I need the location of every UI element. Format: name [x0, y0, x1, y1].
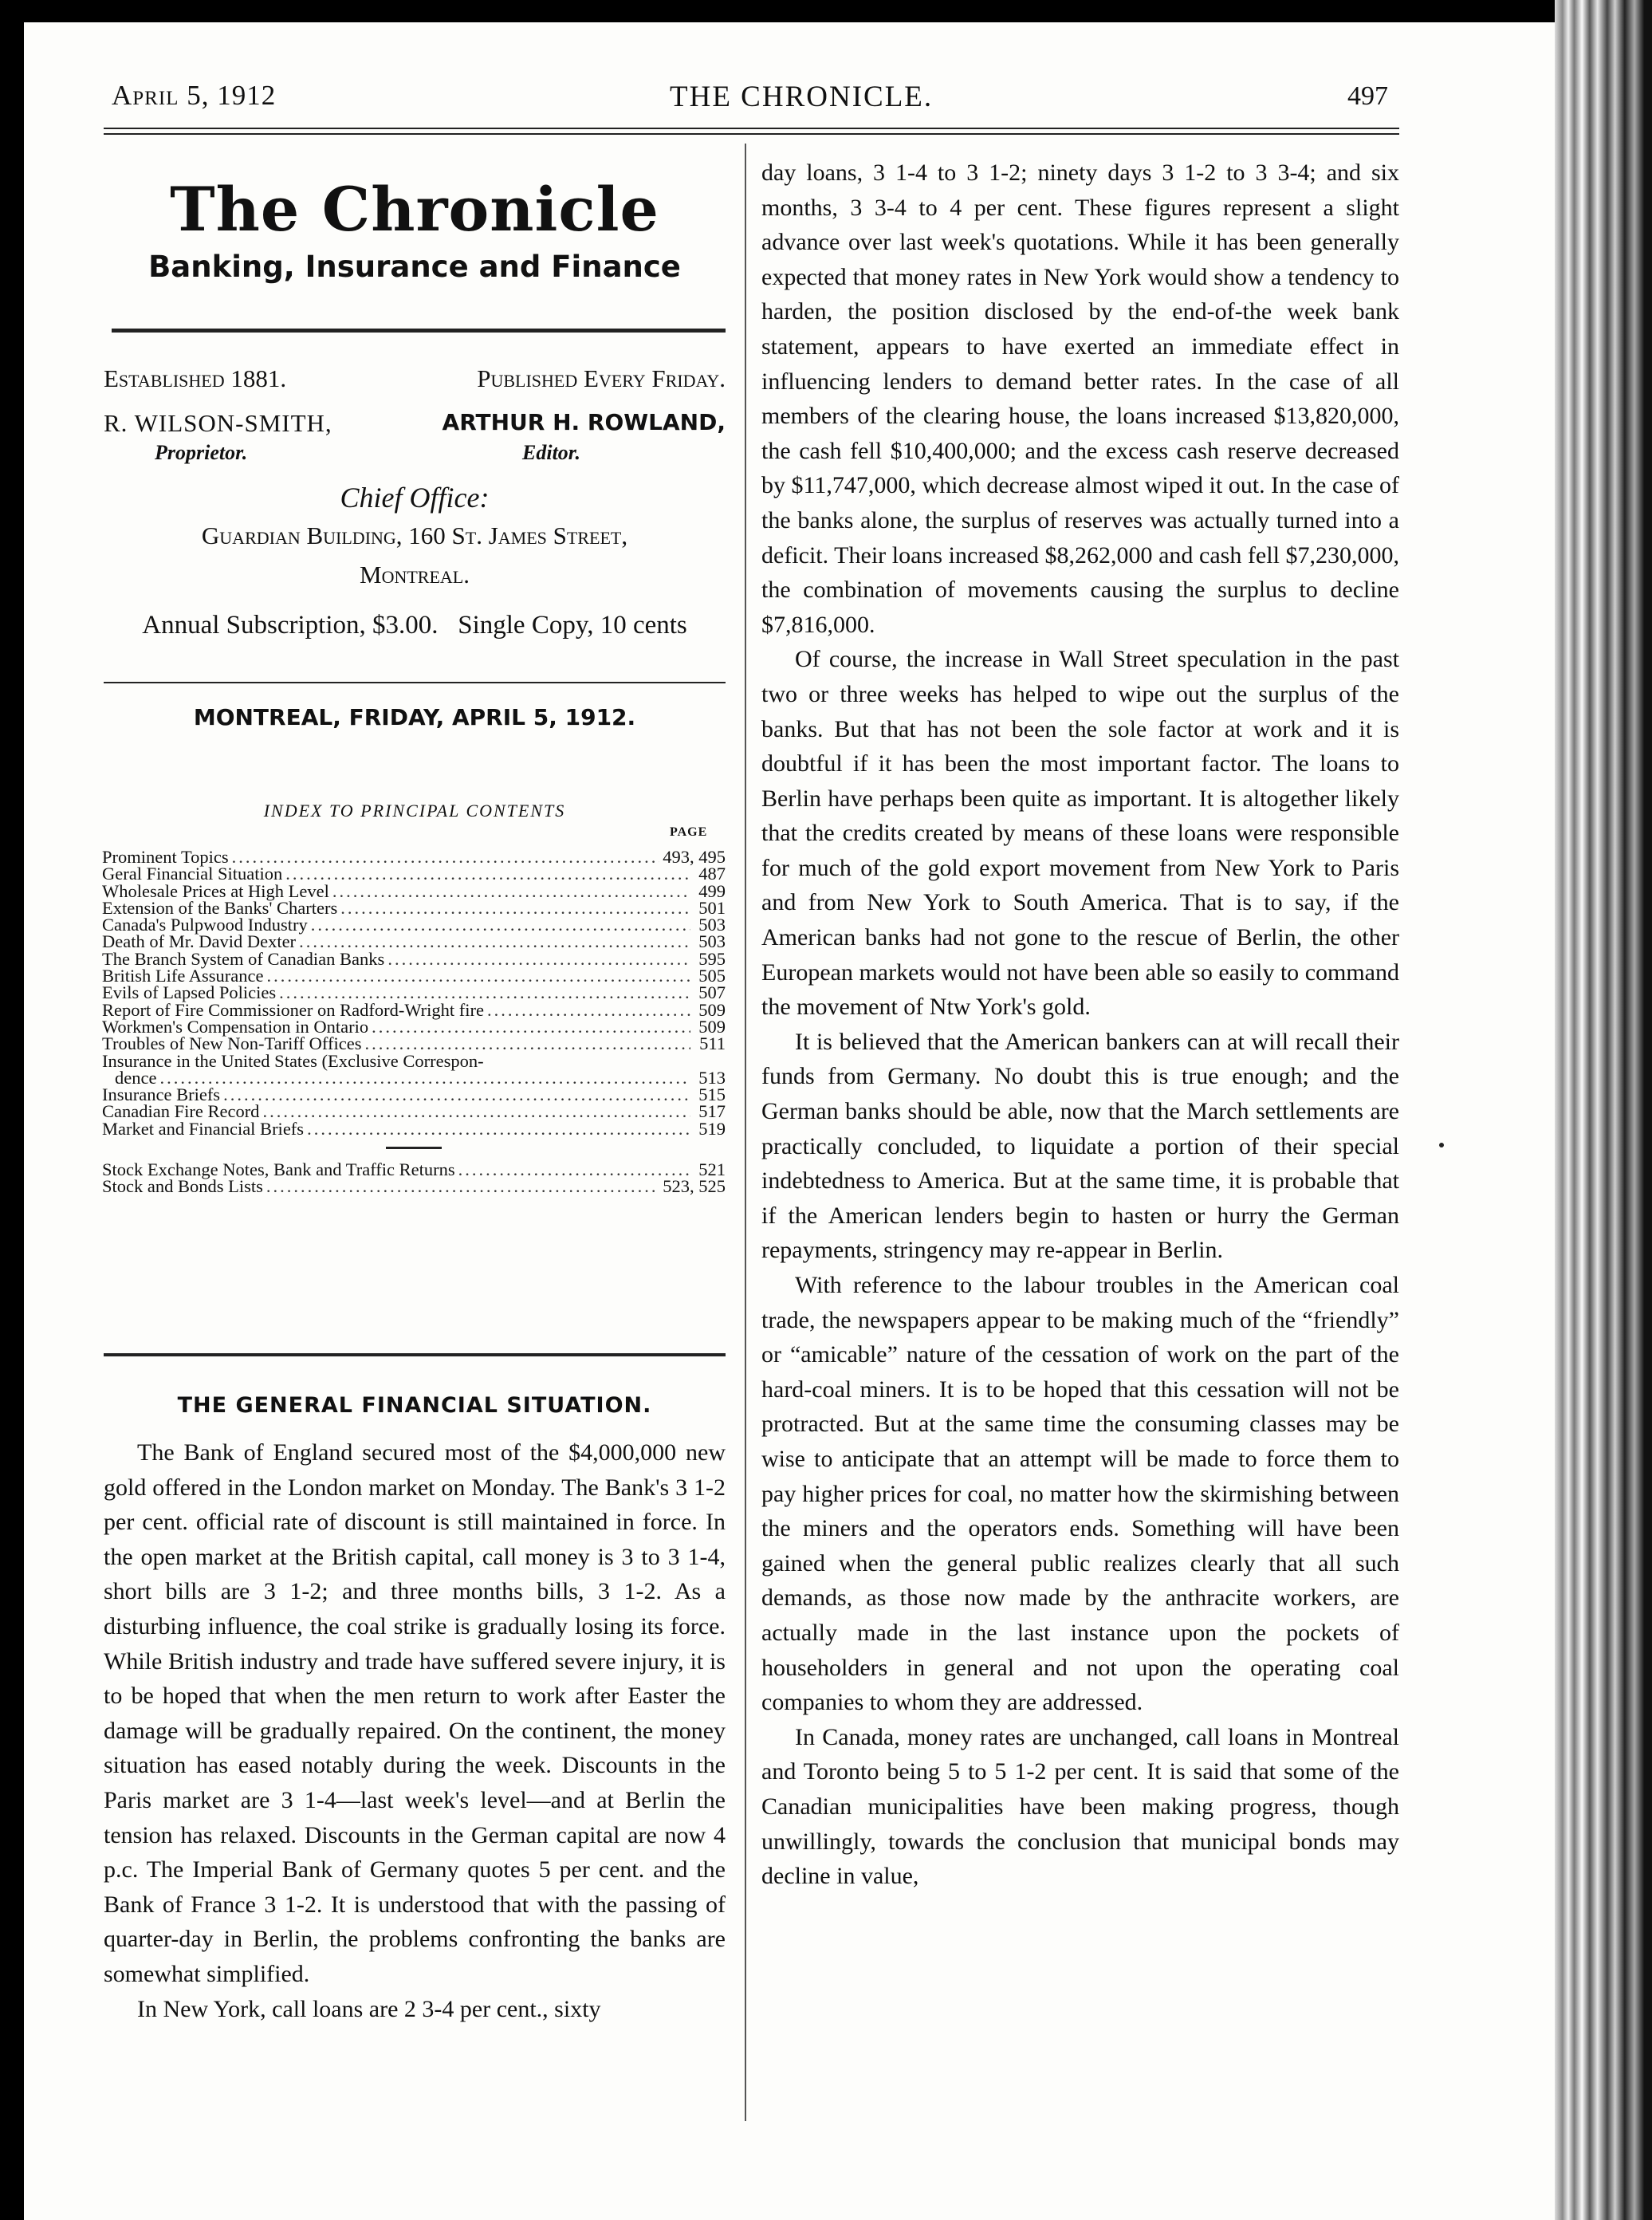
- index-entry-title: Insurance in the United States (Exclusive Correspon-: [102, 1050, 484, 1071]
- index-entry-page: 487: [698, 864, 726, 884]
- article-right-column: [761, 155, 1399, 1894]
- index-entry-title: Workmen's Compensation in Ontario: [102, 1016, 369, 1037]
- index-entry: [102, 1176, 726, 1197]
- print-speck: [1439, 1143, 1444, 1147]
- index-entry-title: Report of Fire Commissioner on Radford-Wright fire: [102, 999, 485, 1020]
- article-paragraph: It is believed that the American bankers can at will recall their funds from Germany. No doubt this is true enough; and the German banks should be able, now that the March settlements are practically concluded, to liquidate a portion of their special indebtedness to America. But at the same time, it is probable that if the American lenders begin to hasten or hurry the German repayments, stringency may re-appear in Berlin.: [761, 1028, 1399, 1264]
- index-entry-title: Market and Financial Briefs: [102, 1118, 305, 1139]
- article-paragraph: The Bank of England secured most of the $4,000,000 new gold offered in the London market on Monday. The Bank's 3 1-2 per cent. official rate of discount is still maintained in force. In the open market at the British capital, call money is 3 to 3 1-4, short bills are 3 1-2; and three months bills, 3 1-2. As a disturbing influence, the coal strike is gradually losing its force. While British industry and trade have suffered severe injury, it is to be hoped that when the men return to work after Easter the damage will be gradually repaired. On the continent, the money situation has eased notably during the week. Discounts in the Paris market are 3 1-4—last week's level—and at Berlin the tension has relaxed. Discounts in the German capital are now 4 p.c. The Imperial Bank of Germany quotes 5 per cent. and the Bank of France 3 1-2. It is understood that with the passing of quarter-day in Berlin, the problems confronting the banks are somewhat simplified.: [104, 1439, 726, 1987]
- index-entry: [102, 1101, 726, 1122]
- index-entry-page: 513: [698, 1067, 726, 1088]
- article-paragraph: day loans, 3 1-4 to 3 1-2; ninety days 3 1-2 to 3 3-4; and six months, 3 3-4 to 4 per cent. These figures represent a slight advance over last week's quotations. While it has been generally expected that money rates in New York would show a tendency to harden, the position disclosed by the end-of-the week bank statement, appears to have exerted an immediate effect in influencing lenders to demand better rates. In the case of all members of the clearing house, the loans increased $13,820,000, the cash fell $10,400,000; and the excess cash reserve decreased by $11,747,000, which decrease almost wiped it out. In the case of the banks alone, the surplus of reserves was actually turned into a deficit. Their loans increased $8,262,000 and cash fell $7,230,000, the combination of movements causing the surplus to decline $7,816,000.: [761, 159, 1399, 638]
- index-entry-page: 509: [698, 999, 726, 1020]
- office-label: Chief Office:: [340, 482, 490, 514]
- index-entry-page: 515: [698, 1084, 726, 1105]
- article-paragraph: In New York, call loans are 2 3-4 per cent., sixty: [137, 1995, 601, 2022]
- index-entry-page: 499: [698, 880, 726, 901]
- index-entry: [102, 1067, 726, 1088]
- scan-border-left: [0, 0, 24, 2220]
- index-entry: [102, 880, 726, 901]
- running-head: [112, 80, 1387, 120]
- index-entry-title: The Branch System of Canadian Banks: [102, 948, 385, 969]
- index-entry-page: 507: [698, 982, 726, 1003]
- article-title: THE GENERAL FINANCIAL SITUATION.: [177, 1393, 652, 1418]
- index-entry-title: Prominent Topics: [102, 847, 229, 867]
- index-entry: [102, 915, 726, 935]
- head-rule-1: [104, 128, 1399, 129]
- proprietor-role: Proprietor.: [155, 441, 248, 464]
- index-entry-title: Insurance Briefs: [102, 1084, 221, 1105]
- index-entry-page: 503: [698, 915, 726, 935]
- index-entry-title: Canada's Pulpwood Industry: [102, 915, 308, 935]
- index-entry-title: Stock and Bonds Lists: [102, 1176, 263, 1197]
- index-entry-title: Stock Exchange Notes, Bank and Traffic Returns: [102, 1159, 455, 1180]
- index-entry: [102, 999, 726, 1020]
- published-line: Published Every Friday.: [477, 364, 726, 392]
- page-number: 497: [1347, 81, 1388, 111]
- index-page-label: PAGE: [670, 825, 708, 839]
- masthead-subtitle: Banking, Insurance and Finance: [148, 250, 681, 284]
- index-entry: [102, 948, 726, 969]
- index-entry-page: 519: [698, 1118, 726, 1139]
- index-entry-title: Geral Financial Situation: [102, 864, 283, 884]
- established-line: Established 1881.: [104, 364, 287, 392]
- dateline: MONTREAL, FRIDAY, APRIL 5, 1912.: [193, 704, 636, 730]
- office-address: Guardian Building, 160 St. James Street,: [201, 522, 628, 549]
- index-entry: [102, 1016, 726, 1037]
- editor-role: Editor.: [522, 441, 580, 464]
- editor-name: ARTHUR H. ROWLAND,: [442, 409, 726, 435]
- book-spine-edge: [1555, 0, 1652, 2220]
- index-entry-page: 501: [698, 897, 726, 918]
- index-rule: [104, 1353, 726, 1356]
- index-entry: [102, 966, 726, 986]
- index-entry: [102, 982, 726, 1003]
- index-entry-page: 511: [699, 1033, 726, 1054]
- index-entry-page: 523, 525: [663, 1176, 726, 1197]
- index-entry: [102, 897, 726, 918]
- index-leader-dots: [266, 1176, 659, 1197]
- index-entry: [102, 1084, 726, 1105]
- index-entry: [102, 1159, 726, 1180]
- article-left-column: [104, 1435, 726, 2026]
- masthead-rule: [112, 329, 726, 333]
- index-entry-page: 517: [698, 1101, 726, 1122]
- article-paragraph: Of course, the increase in Wall Street speculation in the past two or three weeks has helped to wipe out the surplus of the banks. But that has not been the sole factor at work and it is doubtful if it has been the most important factor. The loans to Berlin have perhaps been quite as important. It is altogether likely that the credits created by means of these loans were responsible for much of the gold export movement from New York to Paris and from New York to South America. That is to say, if the American banks had not gone to the rescue of Berlin, the other European markets would not have been able so easily to command the movement of Ntw York's gold.: [761, 646, 1399, 1021]
- index-entry-title: Death of Mr. David Dexter: [102, 931, 297, 952]
- index-entry-page: 595: [698, 948, 726, 969]
- index-heading: INDEX TO PRINCIPAL CONTENTS: [263, 801, 566, 821]
- index-entry: [102, 847, 726, 867]
- index-entry-title: Canadian Fire Record: [102, 1101, 260, 1122]
- index-entry-page: 509: [698, 1016, 726, 1037]
- index-entry: [102, 931, 726, 952]
- head-rule-2: [104, 133, 1399, 135]
- article-paragraph: With reference to the labour troubles in the American coal trade, the newspapers appear to be making much of the “friendly” or “amicable” nature of the cessation of work on the part of the hard-coal miners. It is to be hoped that this cessation will not be protracted. But at the same time the consuming classes may be wise to anticipate that an attempt will be made to force them to pay higher prices for coal, no matter how the skirmishing between the miners and the operators ends. Something will have been gained when the general public realizes clearly that all such demands, as those now made by the anthracite workers, are actually made in the last instance upon the pockets of householders in general and not upon the operating coal companies to whom they are addressed.: [761, 1272, 1399, 1716]
- issue-date: April 5, 1912: [112, 80, 277, 111]
- index-entry-title: Evils of Lapsed Policies: [102, 982, 277, 1003]
- scan-border-top: [0, 0, 1652, 22]
- subscription-line: Annual Subscription, $3.00. Single Copy, 10 cents: [142, 611, 687, 640]
- index-list: [102, 847, 726, 1197]
- index-leader-dots: [307, 1119, 690, 1140]
- proprietor-name: R. WILSON-SMITH,: [104, 409, 332, 437]
- index-entry-page: 493, 495: [663, 847, 726, 867]
- masthead: [104, 174, 726, 284]
- index-entry-page: 503: [698, 931, 726, 952]
- index-entry: [102, 864, 726, 884]
- index-entry-title: Extension of the Banks' Charters: [102, 897, 338, 918]
- index-entry-page: 505: [698, 966, 726, 986]
- office-city: Montreal.: [360, 561, 470, 588]
- article-paragraph: In Canada, money rates are unchanged, call loans in Montreal and Toronto being 5 to 5 1-2 per cent. It is said that some of the Canadian municipalities have been making progress, though unwillingly, towards the conclusion that municipal bonds may decline in value,: [761, 1723, 1399, 1890]
- column-divider: [745, 144, 746, 2121]
- journal-title: THE CHRONICLE.: [670, 81, 934, 113]
- index-entry-page: 521: [698, 1159, 726, 1180]
- index-entry: [102, 1033, 726, 1054]
- index-entry-title: Troubles of New Non-Tariff Offices: [102, 1033, 362, 1054]
- masthead-title: The Chronicle: [170, 174, 659, 245]
- index-entry-title: Wholesale Prices at High Level: [102, 880, 329, 901]
- subscription-rule: [104, 682, 726, 683]
- index-entry-title: dence: [115, 1067, 157, 1088]
- index-entry: [102, 1118, 726, 1139]
- index-entry-title: British Life Assurance: [102, 966, 264, 986]
